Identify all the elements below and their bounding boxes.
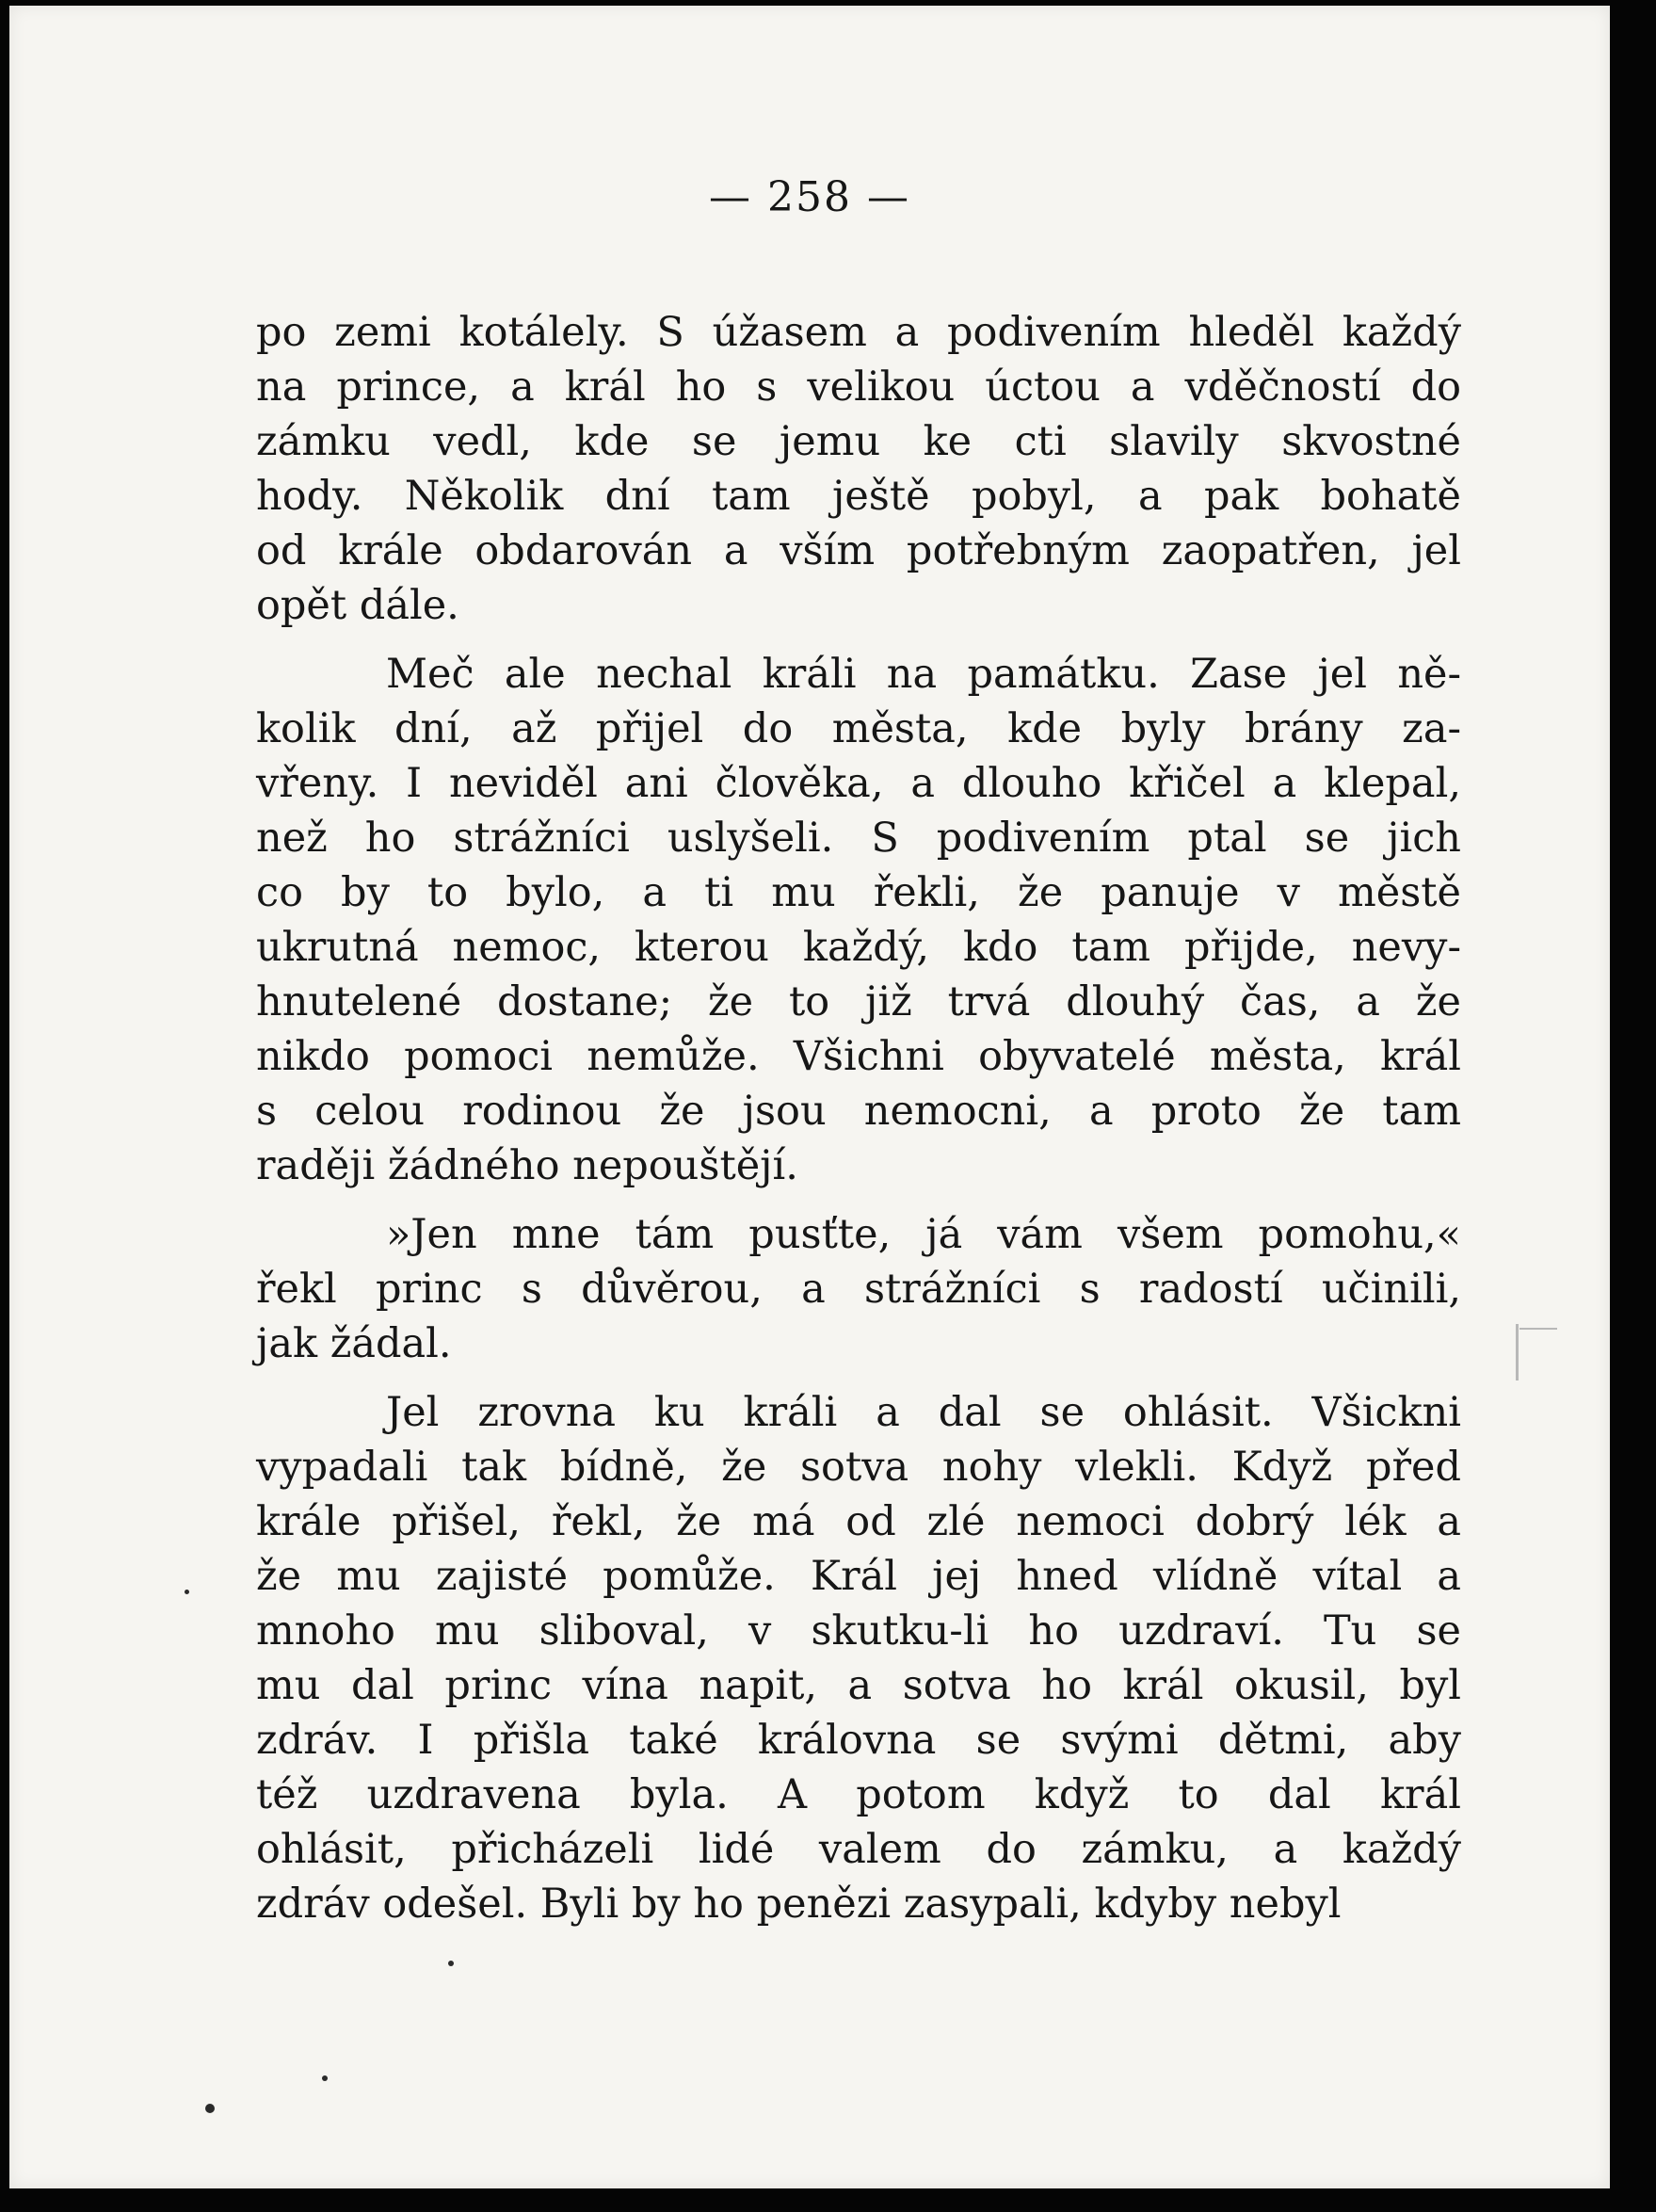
text-line: raději žádného nepouštějí. [256, 1142, 798, 1189]
text-line: kolik dní, až přijel do města, kde byly brány za- [256, 705, 1461, 752]
text-line: vypadali tak bídně, že sotva nohy vlekli. Když před [256, 1444, 1461, 1491]
text-line: řekl princ s důvěrou, a strážníci s radostí učinili, [256, 1266, 1461, 1313]
text-line: s celou rodinou že jsou nemocni, a proto že tam [256, 1088, 1461, 1135]
text-line: po zemi kotálely. S úžasem a podivením hleděl každý [256, 309, 1461, 356]
text-line: Meč ale nechal králi na památku. Zase jel ně- [386, 651, 1461, 698]
text-line: jak žádal. [256, 1320, 452, 1367]
text-line: hody. Několik dní tam ještě pobyl, a pak bohatě [256, 473, 1461, 520]
scan-speck [205, 2104, 215, 2113]
paragraph [256, 647, 1461, 1193]
paragraph [256, 1207, 1461, 1371]
text-line: též uzdravena byla. A potom když to dal král [256, 1771, 1461, 1818]
text-line: vřeny. I neviděl ani člověka, a dlouho křičel a klepal, [256, 760, 1461, 807]
text-line: hnutelené dostane; že to již trvá dlouhý čas, a že [256, 978, 1461, 1025]
scan-speck [185, 1590, 189, 1594]
scan-edge-mark [1516, 1324, 1519, 1380]
text-line: zdráv. I přišla také královna se svými dětmi, aby [256, 1717, 1461, 1764]
text-line: od krále obdarován a vším potřebným zaopatřen, jel [256, 527, 1461, 574]
text-line: Jel zrovna ku králi a dal se ohlásit. Všickni [386, 1389, 1461, 1436]
page-number: — 258 — [709, 173, 910, 221]
book-page [9, 6, 1610, 2188]
text-line: nikdo pomoci nemůže. Všichni obyvatelé města, král [256, 1033, 1461, 1080]
text-line: zámku vedl, kde se jemu ke cti slavily skvostné [256, 418, 1461, 465]
text-line: ukrutná nemoc, kterou každý, kdo tam přijde, nevy- [256, 924, 1461, 971]
body-text [256, 305, 1461, 1946]
paragraph [256, 305, 1461, 633]
text-line: »Jen mne tám pusťte, já vám všem pomohu,« [386, 1211, 1461, 1258]
scan-speck [448, 1961, 454, 1966]
text-line: mnoho mu sliboval, v skutku-li ho uzdraví. Tu se [256, 1607, 1461, 1655]
scan-speck [322, 2075, 328, 2081]
text-line: než ho strážníci uslyšeli. S podivením ptal se jich [256, 815, 1461, 862]
text-line: krále přišel, řekl, že má od zlé nemoci dobrý lék a [256, 1498, 1461, 1545]
text-line: zdráv odešel. Byli by ho penězi zasypali, kdyby nebyl [256, 1881, 1342, 1928]
text-line: co by to bylo, a ti mu řekli, že panuje v městě [256, 869, 1461, 916]
scan-edge-mark [1519, 1328, 1557, 1330]
text-line: že mu zajisté pomůže. Král jej hned vlídně vítal a [256, 1553, 1461, 1600]
text-line: mu dal princ vína napit, a sotva ho král okusil, byl [256, 1662, 1461, 1709]
paragraph [256, 1385, 1461, 1931]
text-line: ohlásit, přicházeli lidé valem do zámku, a každý [256, 1826, 1461, 1873]
text-line: opět dále. [256, 582, 459, 629]
text-line: na prince, a král ho s velikou úctou a vděčností do [256, 363, 1461, 411]
